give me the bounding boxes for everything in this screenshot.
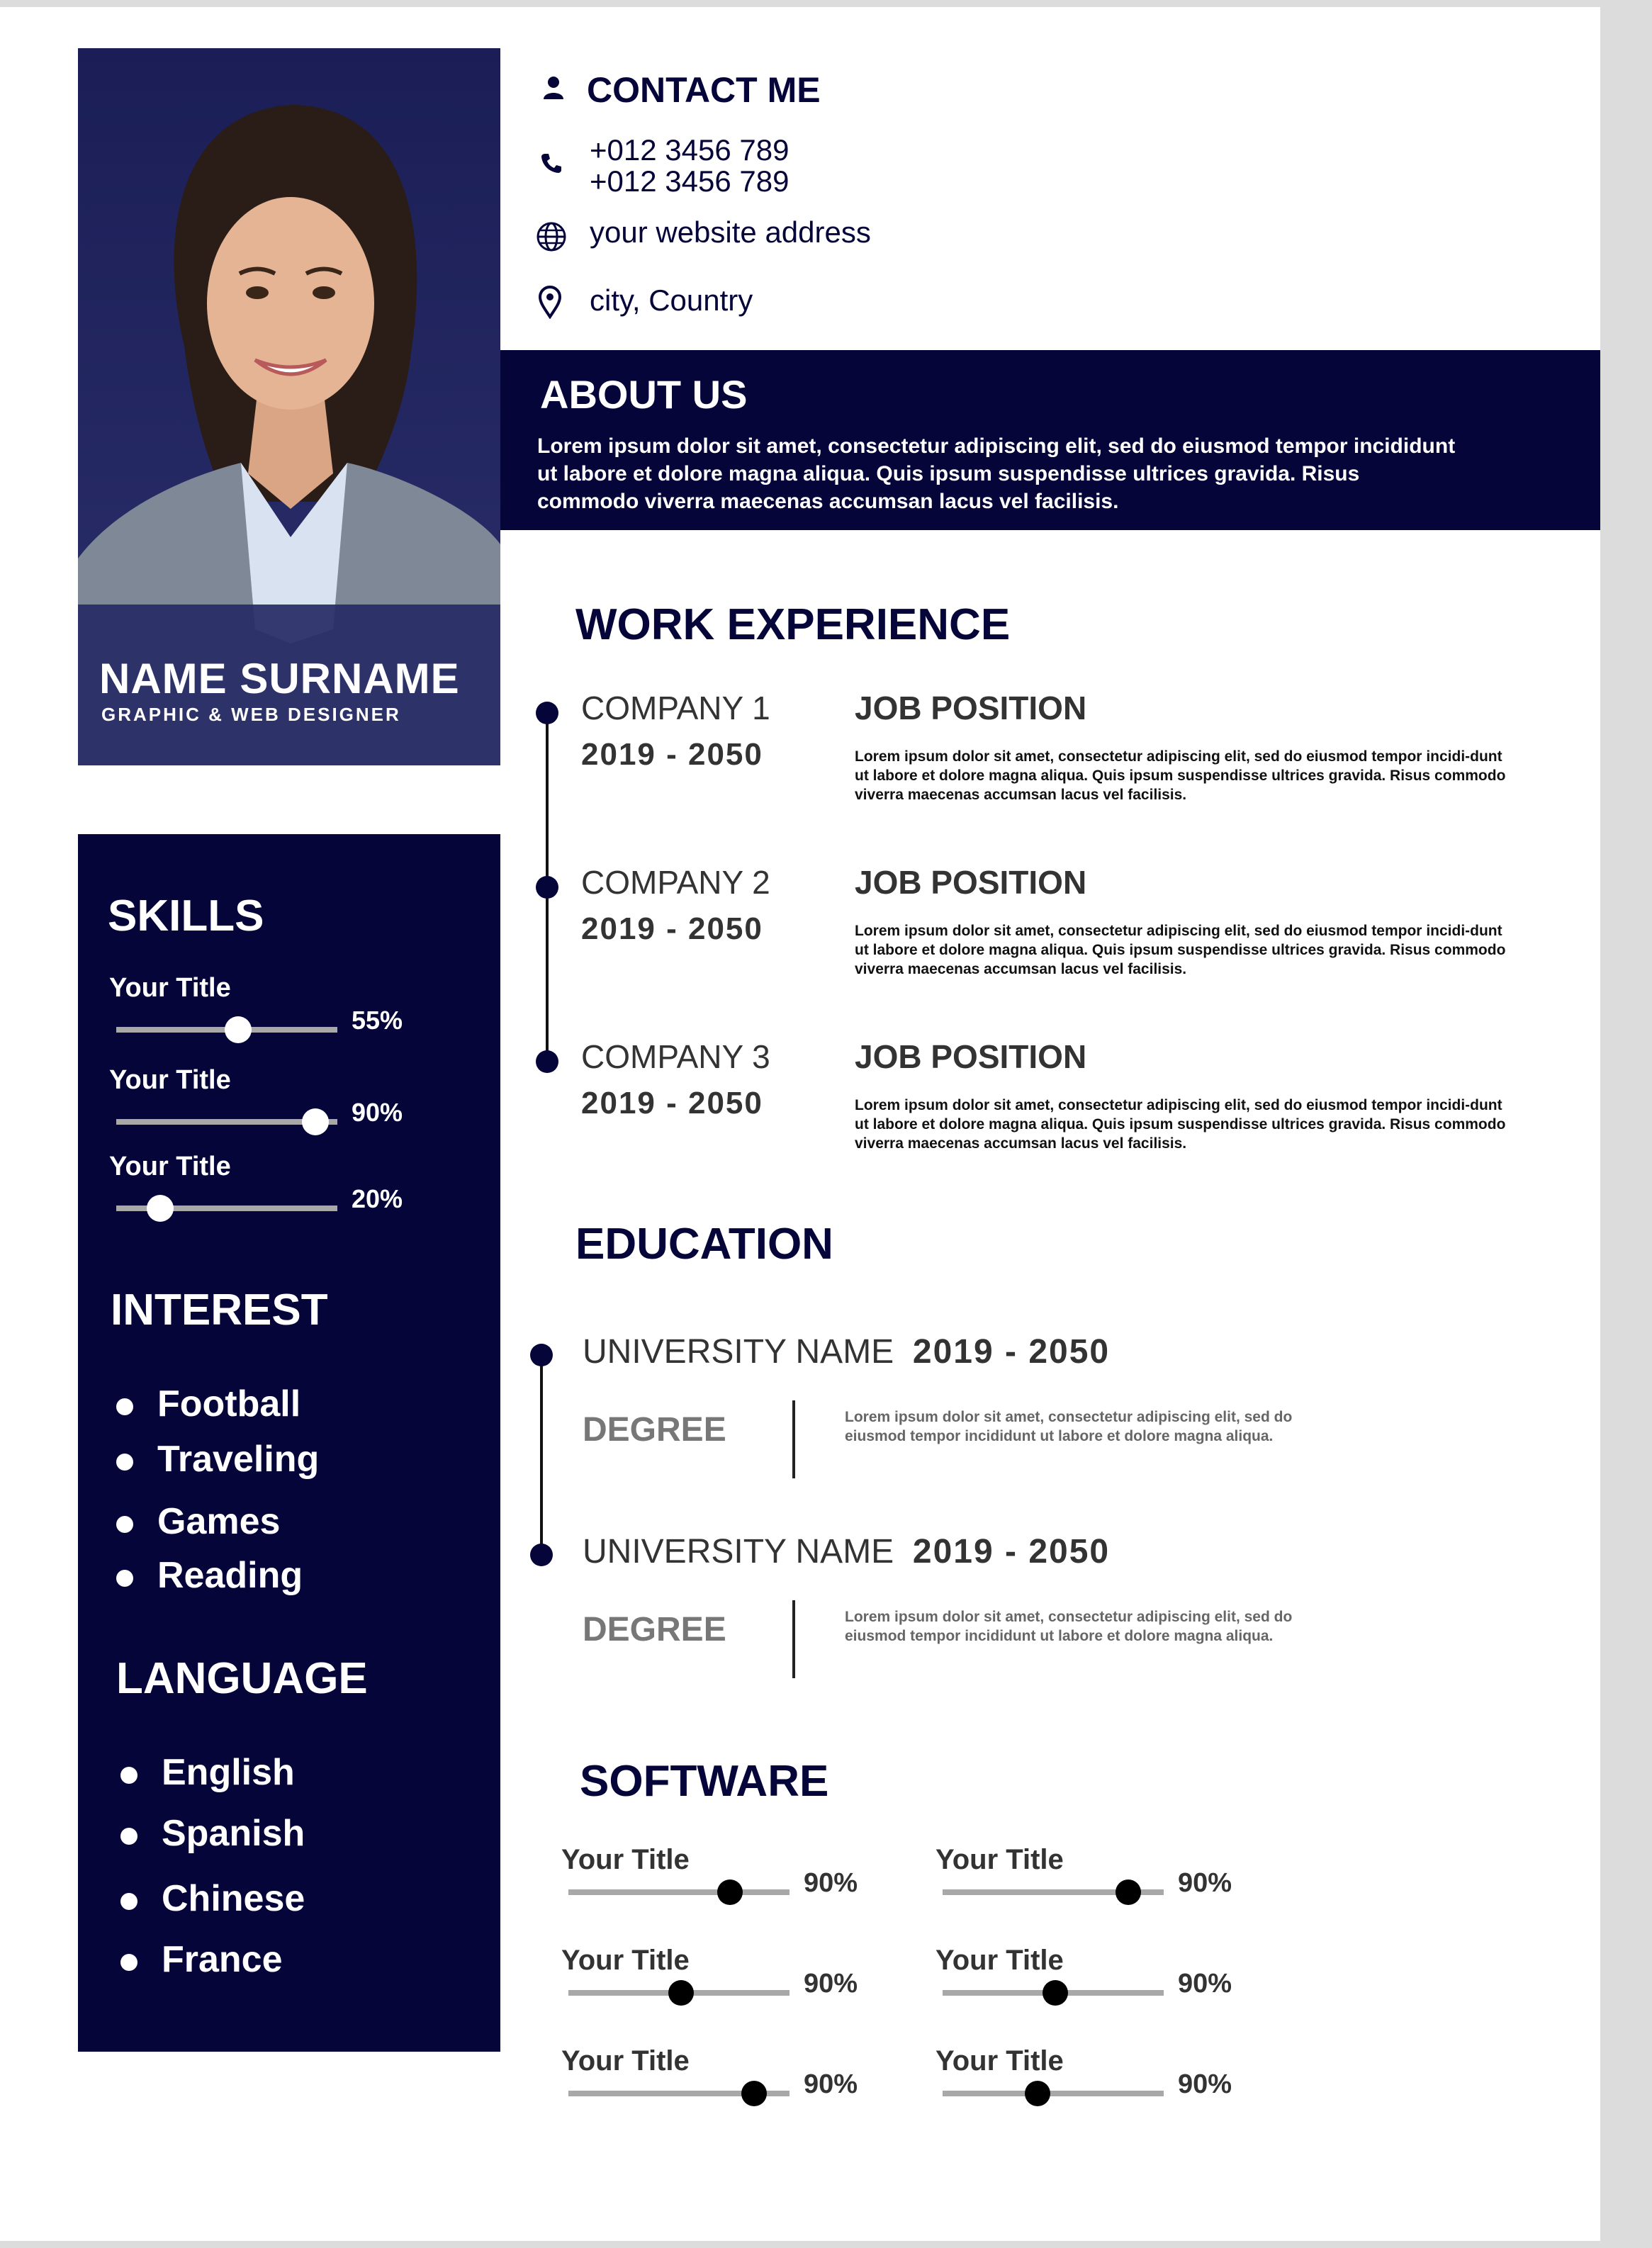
work-years: 2019 - 2050	[581, 911, 763, 946]
education-years: 2019 - 2050	[912, 1333, 1111, 1371]
interest-item: Games	[157, 1501, 281, 1542]
bullet-dot	[120, 1767, 137, 1784]
software-percent: 90%	[804, 1969, 858, 1999]
software-knob[interactable]	[668, 1980, 694, 2006]
profile-name: NAME SURNAME	[99, 655, 460, 702]
skill-title: Your Title	[109, 1152, 231, 1181]
university-name: UNIVERSITY NAME	[583, 1333, 894, 1371]
degree-description: Lorem ipsum dolor sit amet, consectetur adipiscing elit, sed do eiusmod tempor incididunt ut labore et dolore magna aliqua.	[845, 1409, 1293, 1444]
education-timeline	[540, 1349, 543, 1555]
language-item: Spanish	[162, 1813, 305, 1854]
job-position: JOB POSITION	[855, 864, 1087, 901]
degree-label: DEGREE	[583, 1411, 726, 1449]
work-years: 2019 - 2050	[581, 737, 763, 772]
timeline-dot	[536, 876, 558, 899]
software-knob[interactable]	[1043, 1980, 1068, 2006]
software-track	[943, 2091, 1164, 2096]
university-name: UNIVERSITY NAME	[583, 1533, 894, 1570]
contact-heading: CONTACT ME	[587, 70, 821, 110]
timeline-dot	[536, 702, 558, 724]
software-track	[568, 1889, 790, 1895]
degree-description: Lorem ipsum dolor sit amet, consectetur adipiscing elit, sed do eiusmod tempor incididunt ut labore et dolore magna aliqua.	[845, 1609, 1293, 1644]
job-description: Lorem ipsum dolor sit amet, consectetur adipiscing elit, sed do eiusmod tempor incidi-dunt ut labore et dolore magna aliqua. Quis ipsum suspendisse ultrices gravida. Risus commodo viverra maecenas accumsan lacus vel facilisis.	[855, 1097, 1506, 1152]
software-title: Your Title	[935, 1945, 1064, 1976]
bullet-dot	[116, 1454, 133, 1471]
bullet-dot	[116, 1516, 133, 1533]
about-section	[500, 350, 1600, 530]
university-row	[583, 1332, 1110, 1371]
work-heading: WORK EXPERIENCE	[575, 600, 1011, 649]
education-heading: EDUCATION	[575, 1220, 833, 1269]
resume-page	[0, 7, 1600, 2241]
university-row	[583, 1532, 1110, 1571]
skill-title: Your Title	[109, 973, 231, 1003]
software-heading: SOFTWARE	[580, 1757, 829, 1806]
contact-phone-2[interactable]: +012 3456 789	[590, 164, 790, 198]
work-years: 2019 - 2050	[581, 1086, 763, 1120]
language-item: English	[162, 1752, 295, 1793]
company-name: COMPANY 1	[581, 690, 770, 726]
contact-location: city, Country	[590, 283, 753, 317]
software-title: Your Title	[561, 1945, 690, 1976]
globe-icon	[536, 221, 567, 252]
interest-item: Football	[157, 1383, 301, 1424]
skill-percent: 20%	[352, 1184, 403, 1213]
bullet-dot	[120, 1828, 137, 1845]
skills-heading: SKILLS	[108, 892, 264, 940]
degree-divider	[792, 1600, 795, 1678]
skill-title: Your Title	[109, 1065, 231, 1095]
sidebar	[78, 834, 500, 2052]
software-percent: 90%	[1178, 2069, 1232, 2099]
person-icon	[543, 75, 564, 101]
software-percent: 90%	[804, 1868, 858, 1898]
about-heading: ABOUT US	[540, 372, 748, 417]
interest-item: Traveling	[157, 1439, 320, 1480]
software-title: Your Title	[935, 1844, 1064, 1875]
language-heading: LANGUAGE	[116, 1654, 368, 1703]
job-description: Lorem ipsum dolor sit amet, consectetur adipiscing elit, sed do eiusmod tempor incidi-dunt ut labore et dolore magna aliqua. Quis ipsum suspendisse ultrices gravida. Risus commodo viverra maecenas accumsan lacus vel facilisis.	[855, 748, 1506, 803]
software-percent: 90%	[1178, 1969, 1232, 1999]
about-text: Lorem ipsum dolor sit amet, consectetur adipiscing elit, sed do eiusmod tempor incididunt ut labore et dolore magna aliqua. Quis ipsum suspendisse ultrices gravida. Risus commodo viverra maecenas accumsan lacus vel facilisis.	[537, 434, 1456, 513]
skill-knob[interactable]	[225, 1016, 252, 1043]
bullet-dot	[120, 1954, 137, 1971]
skill-percent: 55%	[352, 1006, 403, 1035]
contact-phone-1[interactable]: +012 3456 789	[590, 133, 790, 167]
profile-role: GRAPHIC & WEB DESIGNER	[101, 704, 401, 725]
job-position: JOB POSITION	[855, 690, 1087, 726]
job-position: JOB POSITION	[855, 1038, 1087, 1075]
bullet-dot	[116, 1398, 133, 1415]
software-knob[interactable]	[717, 1879, 743, 1905]
software-percent: 90%	[804, 2069, 858, 2099]
software-title: Your Title	[935, 2045, 1064, 2076]
bullet-dot	[116, 1570, 133, 1587]
name-band	[78, 605, 500, 765]
timeline-dot	[536, 1050, 558, 1073]
language-item: France	[162, 1939, 283, 1980]
contact-website[interactable]: your website address	[590, 215, 871, 249]
profile-photo-card	[78, 48, 500, 765]
interest-item: Reading	[157, 1555, 303, 1596]
language-item: Chinese	[162, 1878, 305, 1919]
skill-knob[interactable]	[302, 1108, 329, 1135]
degree-divider	[792, 1400, 795, 1478]
software-title: Your Title	[561, 2045, 690, 2076]
timeline-dot	[530, 1544, 553, 1566]
job-description: Lorem ipsum dolor sit amet, consectetur adipiscing elit, sed do eiusmod tempor incidi-dunt ut labore et dolore magna aliqua. Quis ipsum suspendisse ultrices gravida. Risus commodo viverra maecenas accumsan lacus vel facilisis.	[855, 923, 1506, 977]
education-years: 2019 - 2050	[912, 1533, 1111, 1570]
software-title: Your Title	[561, 1844, 690, 1875]
phone-icon	[540, 152, 563, 174]
software-percent: 90%	[1178, 1868, 1232, 1898]
bullet-dot	[120, 1893, 137, 1910]
timeline-dot	[530, 1344, 553, 1366]
software-knob[interactable]	[1116, 1879, 1141, 1905]
company-name: COMPANY 3	[581, 1038, 770, 1075]
software-knob[interactable]	[1025, 2081, 1050, 2106]
location-pin-icon	[537, 285, 563, 319]
company-name: COMPANY 2	[581, 864, 770, 901]
software-knob[interactable]	[741, 2081, 767, 2106]
degree-label: DEGREE	[583, 1611, 726, 1648]
skill-percent: 90%	[352, 1098, 403, 1127]
skill-knob[interactable]	[147, 1195, 174, 1222]
interest-heading: INTEREST	[111, 1286, 328, 1334]
